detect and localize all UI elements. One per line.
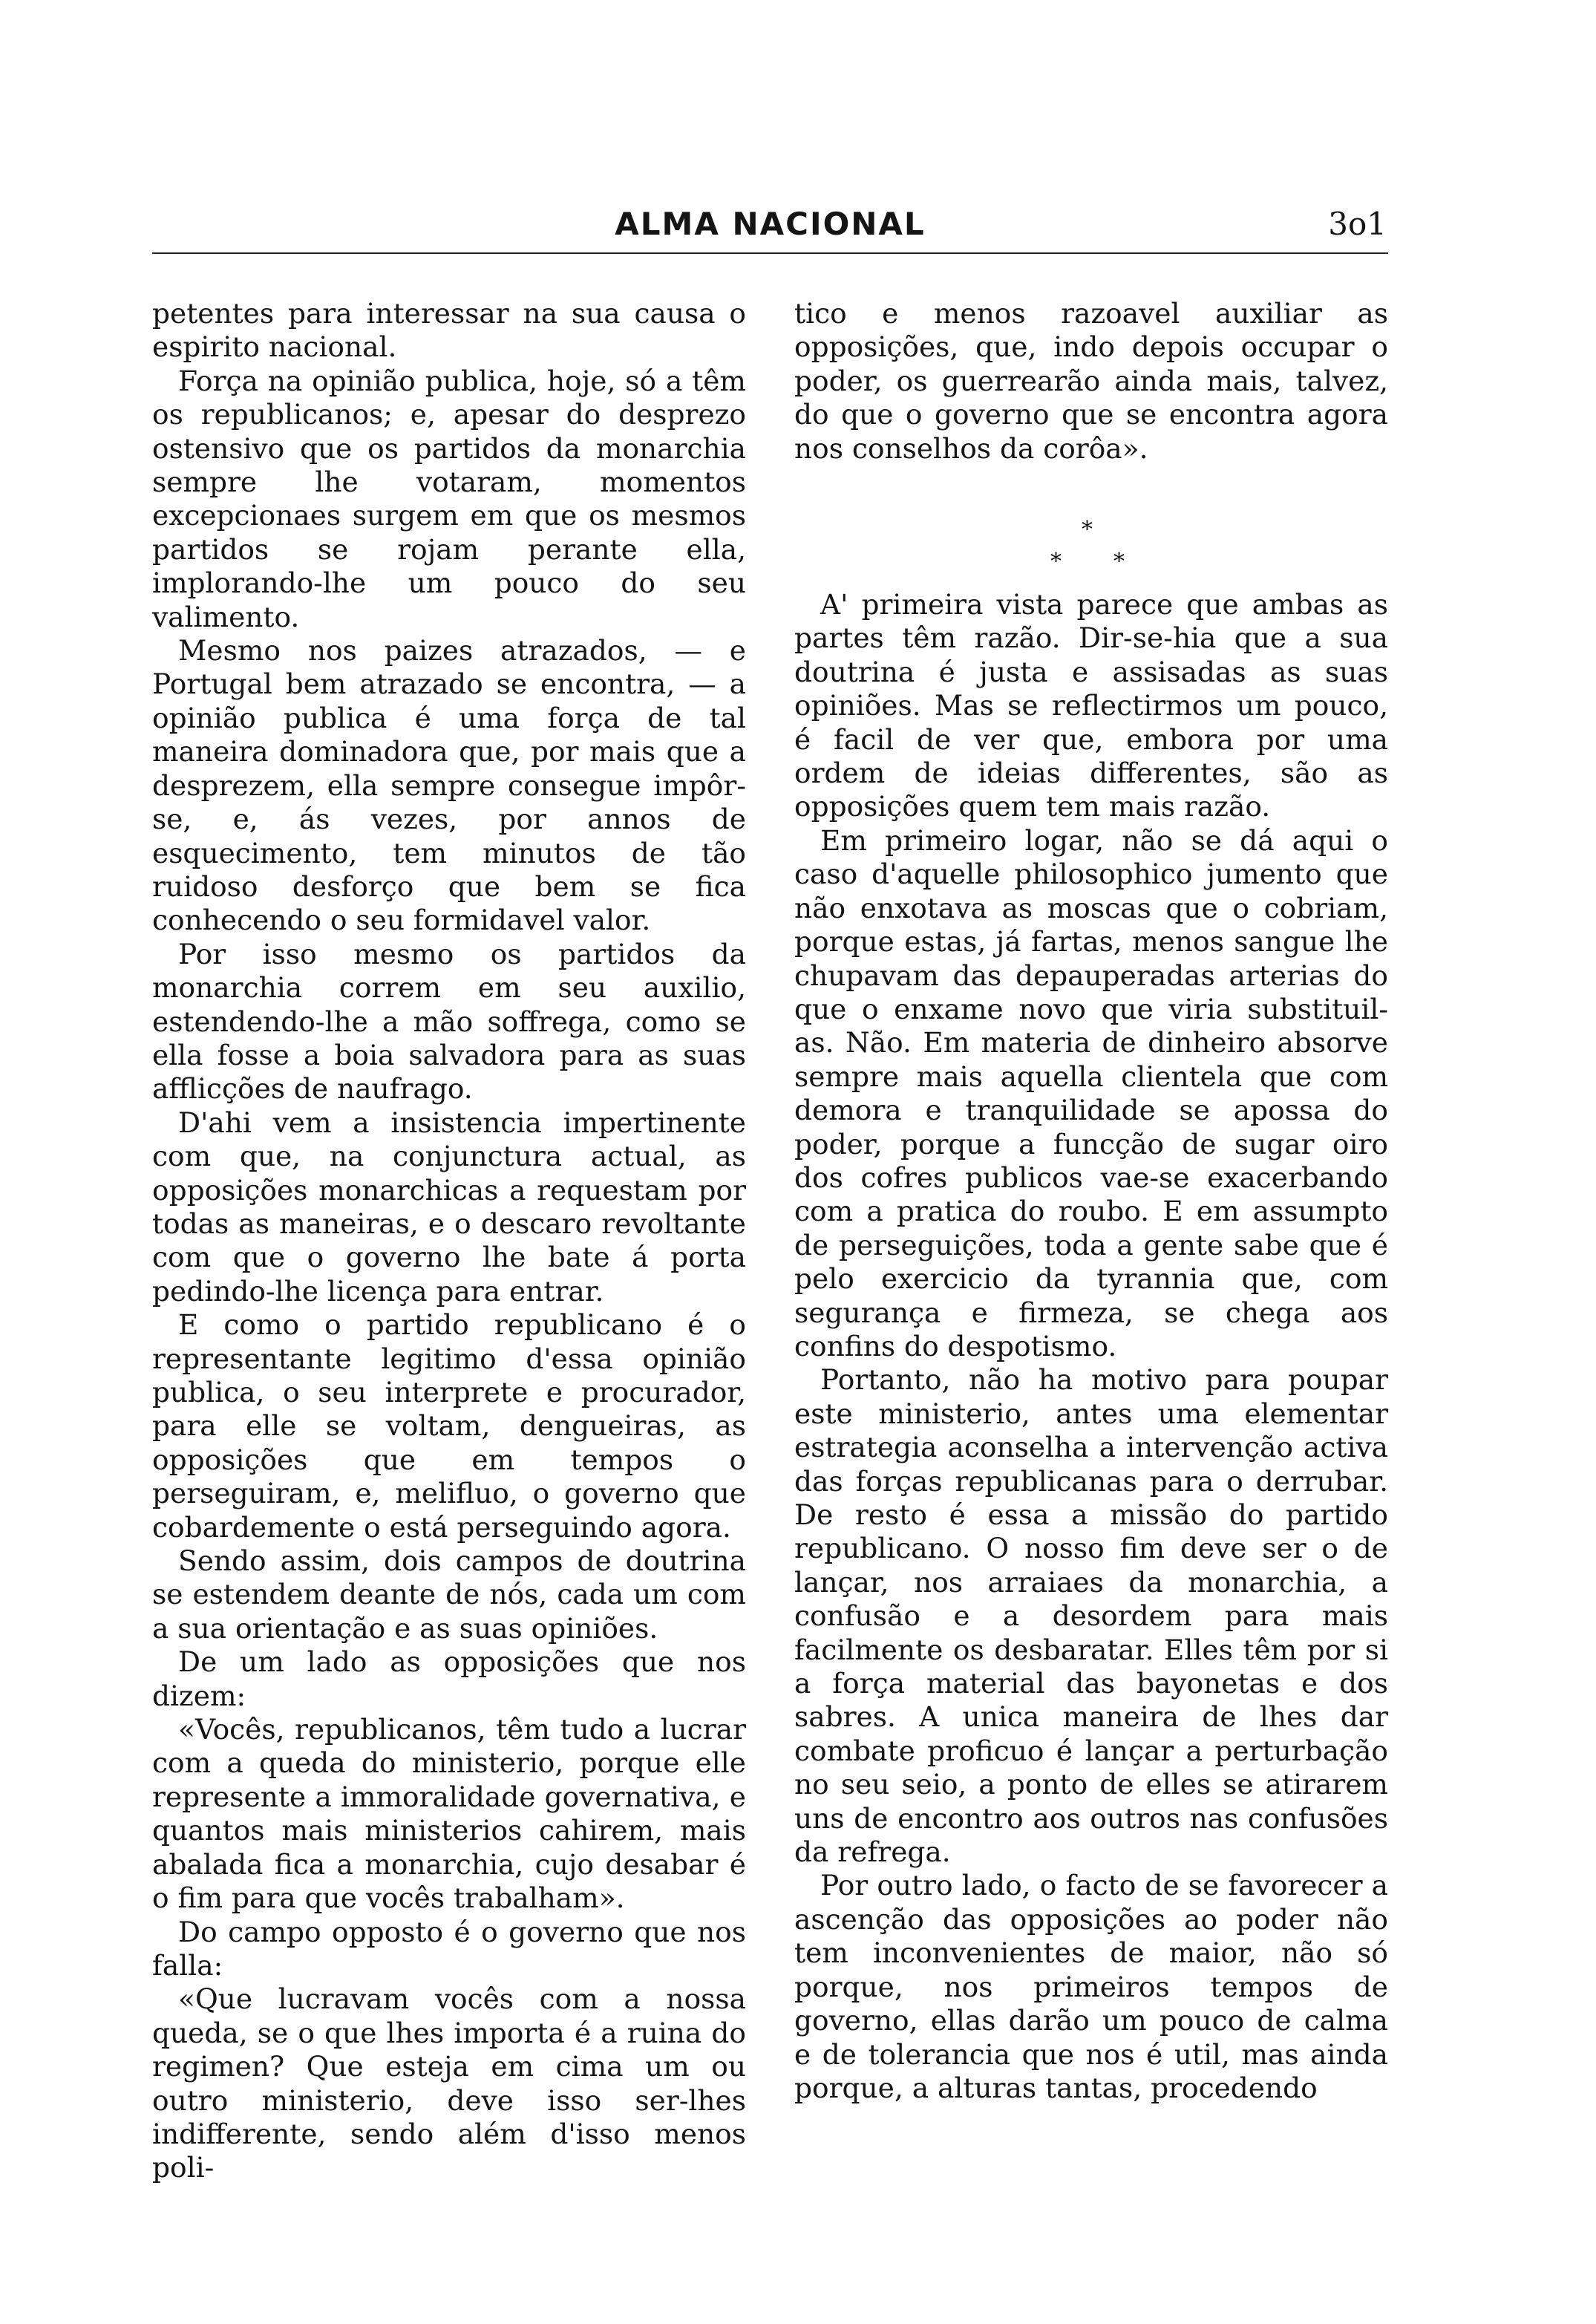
- paragraph: Sendo assim, dois campos de doutrina se estendem deante de nós, cada um com a sua orientação e as suas opiniões.: [152, 1544, 746, 1645]
- paragraph: A' primeira vista parece que ambas as partes têm razão. Dir-se-hia que a sua doutrina é justa e assisadas as suas opiniões. Mas se reflectirmos um pouco, é facil de ver que, embora por uma ordem de ideias differentes, são as opposições quem tem mais razão.: [794, 588, 1388, 823]
- paragraph: E como o partido republicano é o representante legitimo d'essa opinião publica, o seu interprete e procurador, para elle se voltam, dengueiras, as opposições que em tempos o perseguiram, e, melifluo, o governo que cobardemente o está perseguindo agora.: [152, 1308, 746, 1544]
- paragraph: D'ahi vem a insistencia impertinente com que, na conjunctura actual, as opposições monarchicas a requestam por todas as maneiras, e o descaro revoltante com que o governo lhe bate á porta pedindo-lhe licença para entrar.: [152, 1106, 746, 1308]
- paragraph: Por outro lado, o facto de se favorecer a ascenção das opposições ao poder não tem inconvenientes de maior, não só porque, nos primeiros tempos de governo, ellas darão um pouco de calma e de tolerancia que nos é util, mas ainda porque, a alturas tantas, procedendo: [794, 1869, 1388, 2104]
- header-rule: [152, 252, 1388, 254]
- paragraph: De um lado as opposições que nos dizem:: [152, 1645, 746, 1712]
- quoted-paragraph: «Que lucravam vocês com a nossa queda, se o que lhes importa é a ruina do regimen? Que esteja em cima um ou outro ministerio, deve isso ser-lhes indifferente, sendo além d'isso menos poli-: [152, 1982, 746, 2184]
- paragraph: Por isso mesmo os partidos da monarchia correm em seu auxilio, estendendo-lhe a mão soffrega, como se ella fosse a boia salvadora para as suas afflicções de naufrago.: [152, 937, 746, 1106]
- right-column: [794, 297, 1388, 2105]
- paragraph: Mesmo nos paizes atrazados, — e Portugal bem atrazado se encontra, — a opinião publica é uma força de tal maneira dominadora que, por mais que a desprezem, ella sempre consegue impôr-se, e, ás vezes, por annos de esquecimento, tem minutos de tão ruidoso desforço que bem se fica conhecendo o seu formidavel valor.: [152, 634, 746, 937]
- paragraph: Portanto, não ha motivo para poupar este ministerio, antes uma elementar estrategia aconselha a intervenção activa das forças republicanas para o derrubar. De resto é essa a missão do partido republicano. O nosso fim deve ser o de lançar, nos arraiaes da monarchia, a confusão e a desordem para mais facilmente os desbaratar. Elles têm por si a força material das bayonetas e dos sabres. A unica maneira de lhes dar combate proficuo é lançar a perturbação no seu seio, a ponto de elles se atirarem uns de encontro aos outros nas confusões da refrega.: [794, 1363, 1388, 1869]
- quoted-paragraph: «Vocês, republicanos, têm tudo a lucrar com a queda do ministerio, porque elle represente a immoralidade governativa, e quantos mais ministerios cahirem, mais abalada fica a monarchia, cujo desabar é o fim para que vocês trabalham».: [152, 1713, 746, 1915]
- running-header: [152, 202, 1388, 248]
- journal-title: ALMA NACIONAL: [615, 206, 926, 242]
- paragraph: Força na opinião publica, hoje, só a têm os republicanos; e, apesar do desprezo ostensivo que os partidos da monarchia sempre lhe votaram, momentos excepcionaes surgem em que os mesmos partidos se rojam perante ella, implorando-lhe um pouco do seu valimento.: [152, 364, 746, 633]
- page-number: 3o1: [1328, 206, 1387, 242]
- paragraph: Em primeiro logar, não se dá aqui o caso d'aquelle philosophico jumento que não enxotava as moscas que o cobriam, porque estas, já fartas, menos sangue lhe chupavam das depauperadas arterias do que o enxame novo que viria substituil-as. Não. Em materia de dinheiro absorve sempre mais aquella clientela que com demora e tranquilidade se apossa do poder, porque a funcção de sugar oiro dos cofres publicos vae-se exacerbando com a pratica do roubo. E em assumpto de perseguições, toda a gente sabe que é pelo exercicio da tyrannia que, com segurança e firmeza, se chega aos confins do despotismo.: [794, 823, 1388, 1362]
- asterism-divider: [794, 466, 1388, 588]
- asterisk: *: [1082, 517, 1093, 544]
- paragraph: Do campo opposto é o governo que nos falla:: [152, 1915, 746, 1982]
- paragraph: petentes para interessar na sua causa o espirito nacional.: [152, 297, 746, 364]
- asterisk: *: [1113, 549, 1125, 575]
- paragraph: tico e menos razoavel auxiliar as opposições, que, indo depois occupar o poder, os guerrearão ainda mais, talvez, do que o governo que se encontra agora nos conselhos da corôa».: [794, 297, 1388, 465]
- asterisk: *: [1050, 549, 1062, 575]
- left-column: [152, 297, 746, 2185]
